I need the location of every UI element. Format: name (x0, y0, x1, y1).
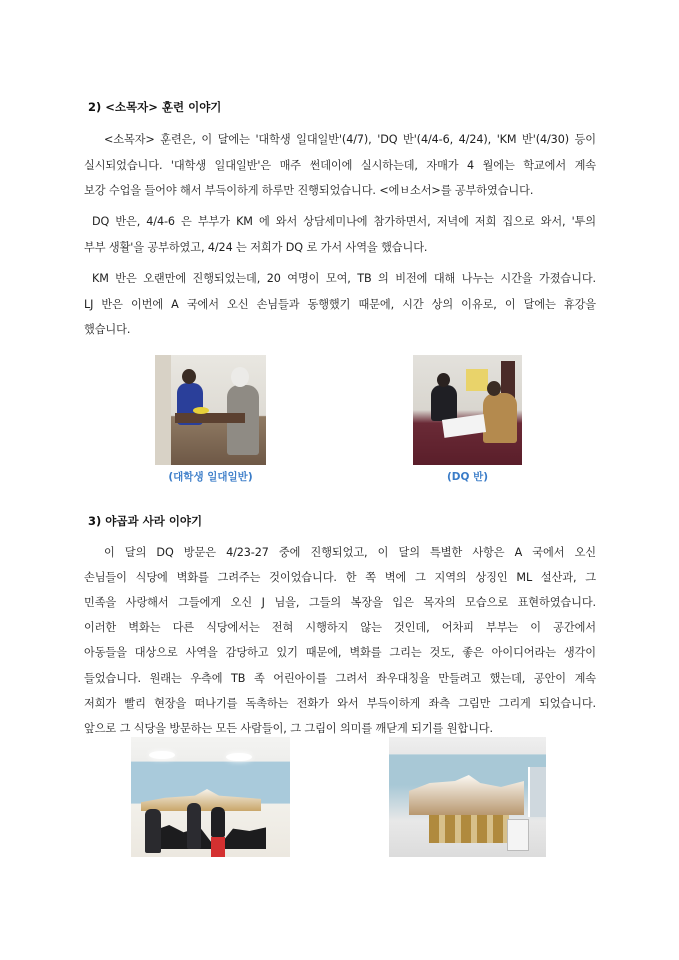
photo-university-one-on-one (155, 355, 266, 465)
paragraph-line: 저희가 빨리 현장을 떠나기를 독촉하는 전화가 와서 부득이하게 좌측 그림만 그리게 되었습니다. (84, 697, 596, 710)
photo-dq-class (413, 355, 522, 465)
paragraph-line: 이 달의 DQ 방문은 4/23-27 중에 진행되었고, 이 달의 특별한 사항은 A 국에서 오신 (104, 546, 596, 559)
paragraph-line: <소목자> 훈련은, 이 달에는 '대학생 일대일반'(4/7), 'DQ 반'(4/4-6, 4/24), 'KM 반'(4/30) 등이 (104, 133, 596, 146)
paragraph-line: KM 반은 오랜만에 진행되었는데, 20 여명이 모여, TB 의 비전에 대해 나누는 시간을 가졌습니다. (92, 272, 596, 285)
paragraph-line: 이러한 벽화는 다른 식당에서는 전혀 시행하지 않는 것인데, 어차피 부부는 이 공간에서 (84, 621, 596, 634)
paragraph-line: 보강 수업을 들어야 해서 부득이하게 하루만 진행되었습니다. <에ㅂ소서>를 공부하였습니다. (84, 184, 534, 197)
photo-mural-finished (389, 737, 546, 857)
photo-caption: (대학생 일대일반) (168, 471, 253, 483)
photo-mural-painting (131, 737, 290, 857)
photo-caption: (DQ 반) (446, 471, 489, 483)
paragraph-line: 했습니다. (84, 323, 131, 336)
paragraph-line: 손님들이 식당에 벽화를 그려주는 것이었습니다. 한 쪽 벽에 그 지역의 상징인 ML 설산과, 그 (84, 571, 596, 584)
paragraph-line: 부부 생활'을 공부하였고, 4/24 는 저희가 DQ 로 가서 사역을 했습니다. (84, 241, 428, 254)
paragraph-line: 민족을 사랑해서 그들에게 오신 J 님을, 그들의 복장을 입은 목자의 모습으로 표현하였습니다. (84, 596, 596, 609)
section-heading-training: 2) <소목자> 훈련 이야기 (88, 100, 222, 114)
paragraph-line: 앞으로 그 식당을 방문하는 모든 사람들이, 그 그림이 의미를 깨닫게 되기를 원합니다. (84, 722, 493, 735)
paragraph-line: LJ 반은 이번에 A 국에서 오신 손님들과 동행했기 때문에, 시간 상의 이유로, 이 달에는 휴강을 (84, 298, 596, 311)
paragraph-line: 실시되었습니다. '대학생 일대일반'은 매주 썬데이에 실시하는데, 자매가 4 월에는 학교에서 계속 (84, 159, 596, 172)
paragraph-line: DQ 반은, 4/4-6 은 부부가 KM 에 와서 상담세미나에 참가하면서, 저녁에 저희 집으로 와서, '투의 (92, 215, 596, 228)
section-heading-jacob-sarah: 3) 야곱과 사라 이야기 (88, 514, 203, 528)
paragraph-line: 아동들을 대상으로 사역을 감당하고 있기 때문에, 벽화를 그리는 것도, 좋은 아이디어라는 생각이 (84, 646, 596, 659)
paragraph-line: 들었습니다. 원래는 우측에 TB 족 어린아이를 그려서 좌우대칭을 만들려고 했는데, 공안이 계속 (84, 672, 596, 685)
